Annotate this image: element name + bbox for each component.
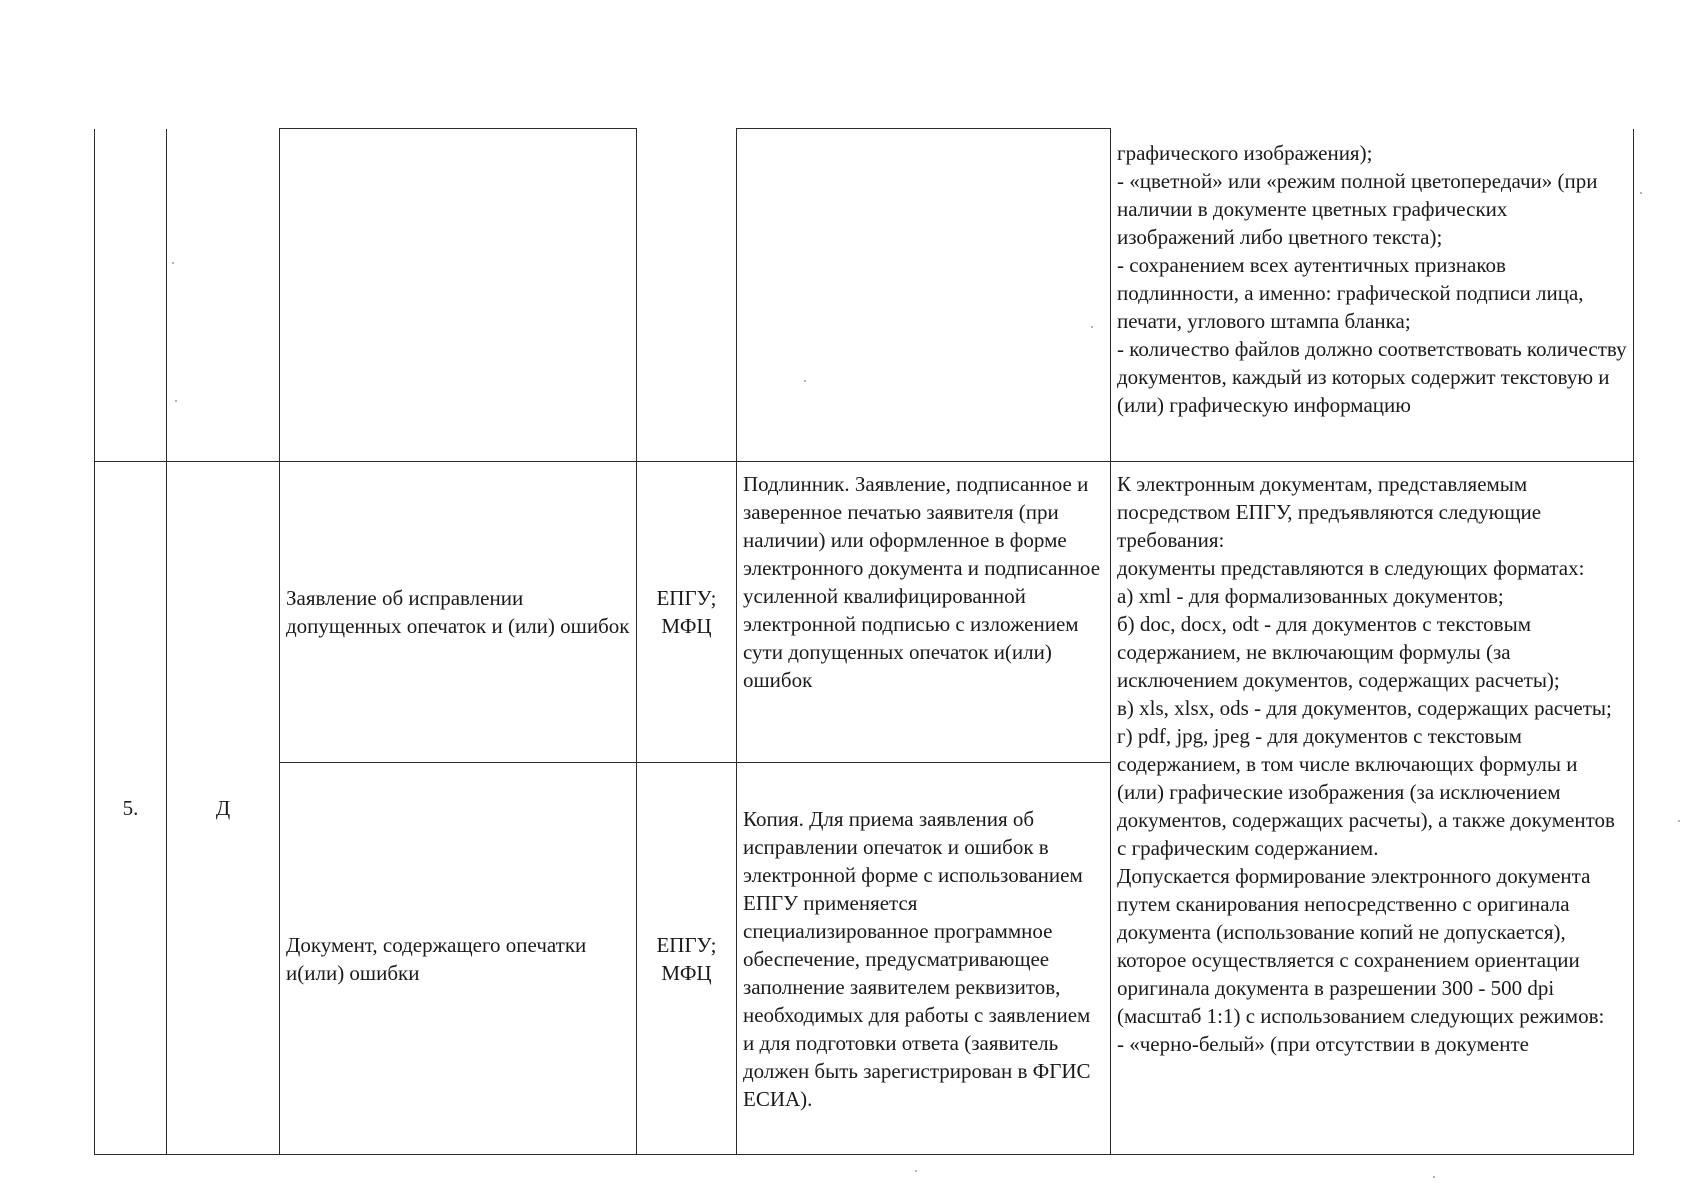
channel-cell-1 xyxy=(637,462,737,763)
description-1: Подлинник. Заявление, подписанное и заверенное печатью заявителя (при наличии) или оформленное в форме электронного документа и подписанное усиленной квалифицированной электронной подписью с изложением сути допущенных опечаток и(или) ошибок xyxy=(743,472,1101,692)
requirements-cell-continued xyxy=(1111,129,1634,462)
description-cell-2 xyxy=(737,763,1111,1155)
channel-2: ЕПГУ; МФЦ xyxy=(656,932,717,985)
document-name-cell-2 xyxy=(280,763,637,1155)
row-letter: Д xyxy=(215,796,231,820)
table-row-5 xyxy=(95,462,1634,763)
scan-speck xyxy=(172,262,174,264)
document-name-2: Документ, содержащего опечатки и(или) ошибки xyxy=(286,932,587,985)
scan-speck xyxy=(1640,192,1642,194)
description-cell-empty xyxy=(737,129,1111,462)
scan-speck xyxy=(1433,1176,1435,1178)
requirements-cell xyxy=(1111,462,1634,1155)
scan-speck xyxy=(804,380,806,382)
channel-cell-empty xyxy=(637,129,737,462)
scan-speck xyxy=(1678,820,1680,822)
row-number-cell xyxy=(95,462,167,1155)
requirements-table xyxy=(94,128,1634,1155)
requirements-text-tail: графического изображения); - «цветной» или «режим полной цветопередачи» (при наличии в документе цветных графических изображений либо цветного текста); - сохранением всех аутентичных признаков подлинности, а именно: графической подписи лица, печати, углового штампа бланка; - количество файлов должно соответствовать количеству документов, каждый из которых содержит текстовую и (или) графическую информацию xyxy=(1117,140,1627,417)
requirements-text: К электронным документам, представляемым посредством ЕПГУ, предъявляются следующие требования: документы представляются в следующих форматах: а) xml - для формализованных документов; б) doc, docx, odt - для документов с текстовым содержанием, не включающим формулы (за исключением документов, содержащих расчеты); в) xls, xlsx, ods - для документов, содержащих расчеты; г) pdf, jpg, jpeg - для документов с текстовым содержанием, в том числе включающих формулы и (или) графические изображения (за исключением документов, содержащих расчеты), а также документов с графическим содержанием. Допускается формирование электронного документа путем сканирования непосредственно с оригинала документа (использование копий не допускается), которое осуществляется с сохранением ориентации оригинала документа в разрешении 300 - 500 dpi (масштаб 1:1) с использованием следующих режимов: - «черно-белый» (при отсутствии в документе xyxy=(1117,472,1615,1056)
document-name-cell-empty xyxy=(280,129,637,462)
row-letter-cell xyxy=(167,462,280,1155)
letter-cell-empty xyxy=(167,129,280,462)
row-number: 5. xyxy=(122,796,139,820)
document-name-cell-1 xyxy=(280,462,637,763)
scan-speck xyxy=(1091,326,1093,328)
number-cell-empty xyxy=(95,129,167,462)
table-row-continued xyxy=(95,129,1634,462)
channel-cell-2 xyxy=(637,763,737,1155)
scan-speck xyxy=(915,1170,917,1172)
channel-1: ЕПГУ; МФЦ xyxy=(656,586,717,638)
description-2: Копия. Для приема заявления об исправлении опечаток и ошибок в электронной форме с использованием ЕПГУ применяется специализированное программное обеспечение, предусматривающее заполнение заявителем реквизитов, необходимых для работы с заявлением и для подготовки ответа (заявитель должен быть зарегистрирован в ФГИС ЕСИА). xyxy=(743,806,1091,1111)
scan-speck xyxy=(175,400,177,402)
document-name-1: Заявление об исправлении допущенных опечаток и (или) ошибок xyxy=(286,586,630,638)
description-cell-1 xyxy=(737,462,1111,763)
